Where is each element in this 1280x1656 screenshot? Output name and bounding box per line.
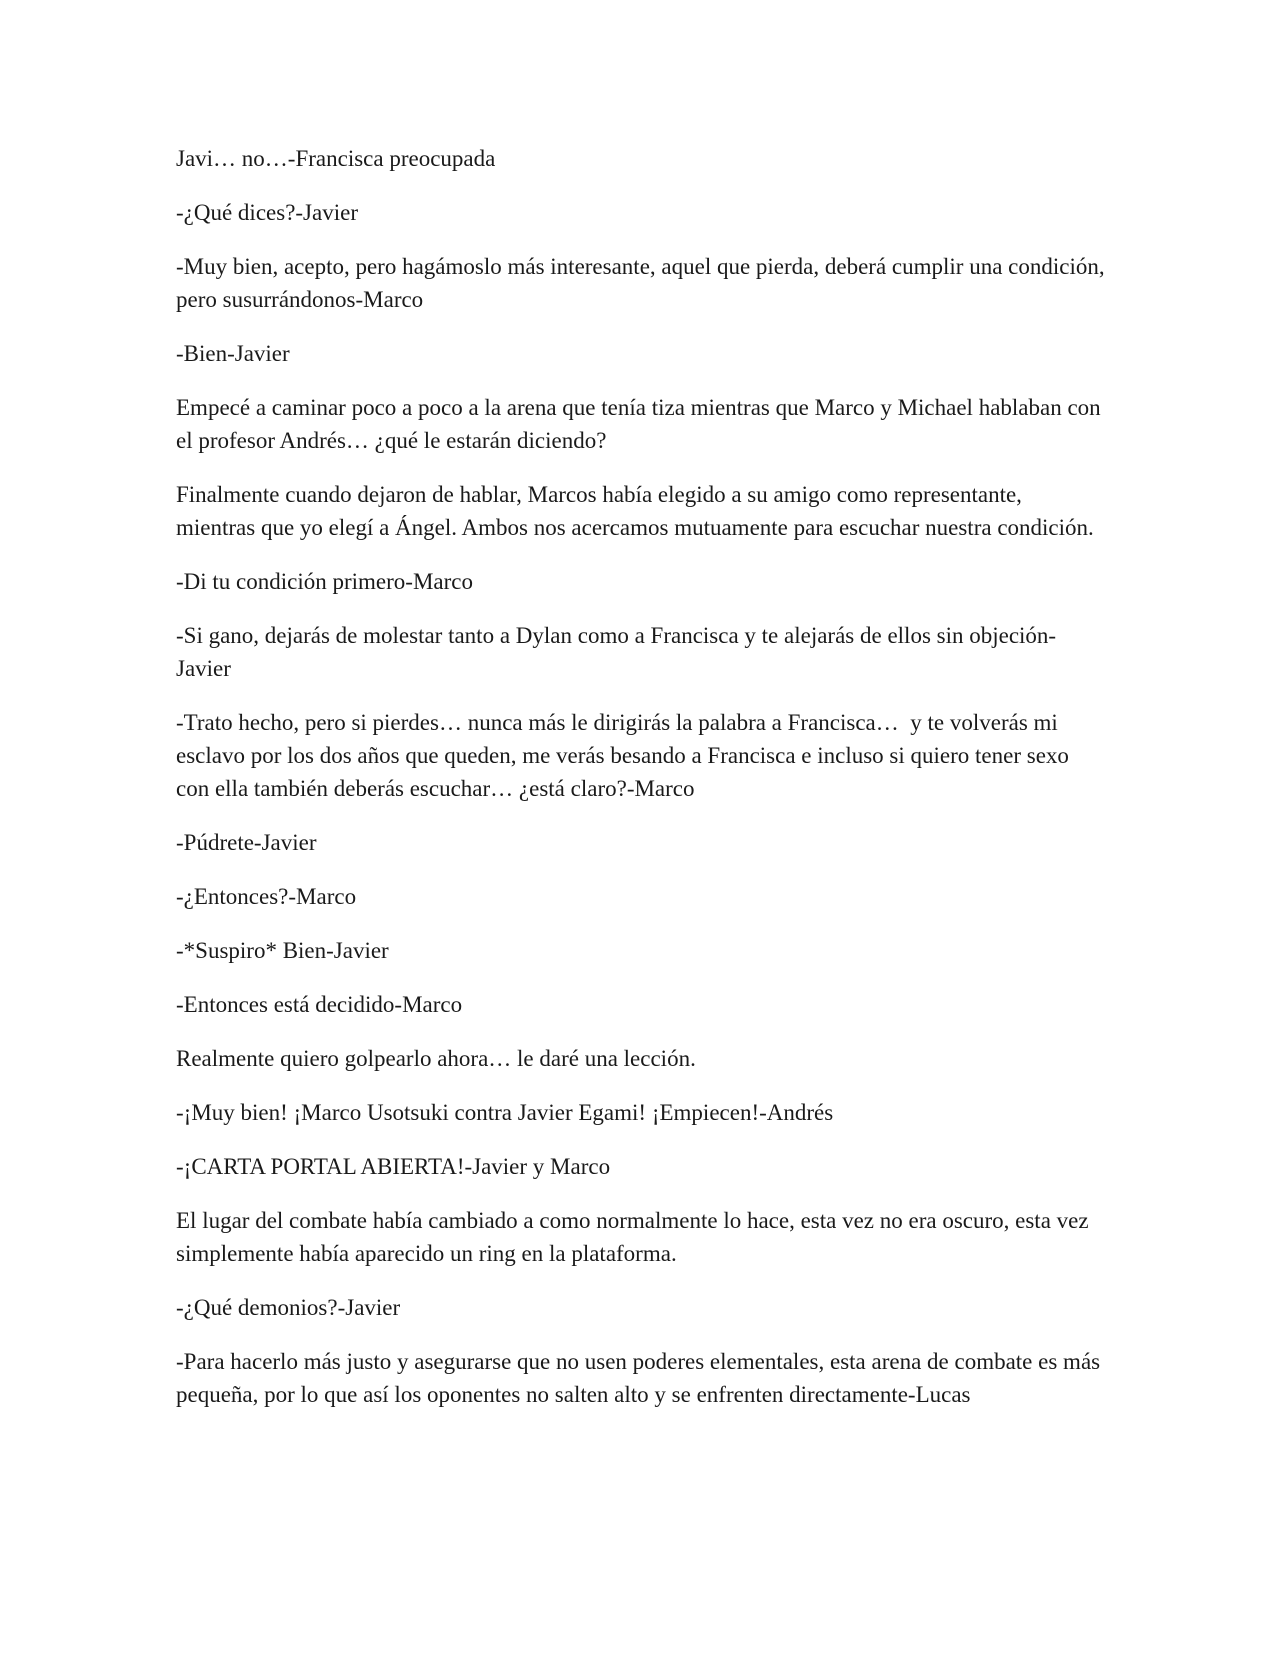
paragraph: Javi… no…-Francisca preocupada xyxy=(176,146,496,171)
paragraph: -Trato hecho, pero si pierdes… nunca más le dirigirás la palabra a Francisca… y te volverás mi esclavo por los dos años que queden, me verás besando a Francisca e incluso si quiero tener sexo con ella también deberás escuchar… ¿está claro?-Marco xyxy=(176,710,1075,801)
paragraph: Realmente quiero golpearlo ahora… le daré una lección. xyxy=(176,1046,696,1071)
paragraph: -¿Entonces?-Marco xyxy=(176,884,357,909)
paragraph: -¡Muy bien! ¡Marco Usotsuki contra Javier Egami! ¡Empiecen!-Andrés xyxy=(176,1100,834,1125)
paragraph: -Di tu condición primero-Marco xyxy=(176,569,473,594)
paragraph: -Muy bien, acepto, pero hagámoslo más interesante, aquel que pierda, deberá cumplir una condición, pero susurrándonos-Marco xyxy=(176,254,1111,312)
paragraph: El lugar del combate había cambiado a como normalmente lo hace, esta vez no era oscuro, esta vez simplemente había aparecido un ring en la plataforma. xyxy=(176,1208,1095,1266)
paragraph: Empecé a caminar poco a poco a la arena que tenía tiza mientras que Marco y Michael hablaban con el profesor Andrés… ¿qué le estarán diciendo? xyxy=(176,395,1107,453)
paragraph: -¡CARTA PORTAL ABIERTA!-Javier y Marco xyxy=(176,1154,611,1179)
paragraph: -¿Qué dices?-Javier xyxy=(176,200,358,225)
paragraph: -Entonces está decidido-Marco xyxy=(176,992,463,1017)
paragraph: -¿Qué demonios?-Javier xyxy=(176,1295,401,1320)
paragraph: -Bien-Javier xyxy=(176,341,290,366)
paragraph: Finalmente cuando dejaron de hablar, Marcos había elegido a su amigo como representante, mientras que yo elegí a Ángel. Ambos nos acercamos mutuamente para escuchar nuestra condición. xyxy=(176,482,1094,540)
paragraph: -Si gano, dejarás de molestar tanto a Dylan como a Francisca y te alejarás de ellos sin objeción-Javier xyxy=(176,623,1057,681)
paragraph: -*Suspiro* Bien-Javier xyxy=(176,938,389,963)
paragraph: -Púdrete-Javier xyxy=(176,830,317,855)
document-body xyxy=(176,142,1111,1432)
paragraph: -Para hacerlo más justo y asegurarse que no usen poderes elementales, esta arena de combate es más pequeña, por lo que así los oponentes no salten alto y se enfrenten directamente-Lucas xyxy=(176,1349,1106,1407)
